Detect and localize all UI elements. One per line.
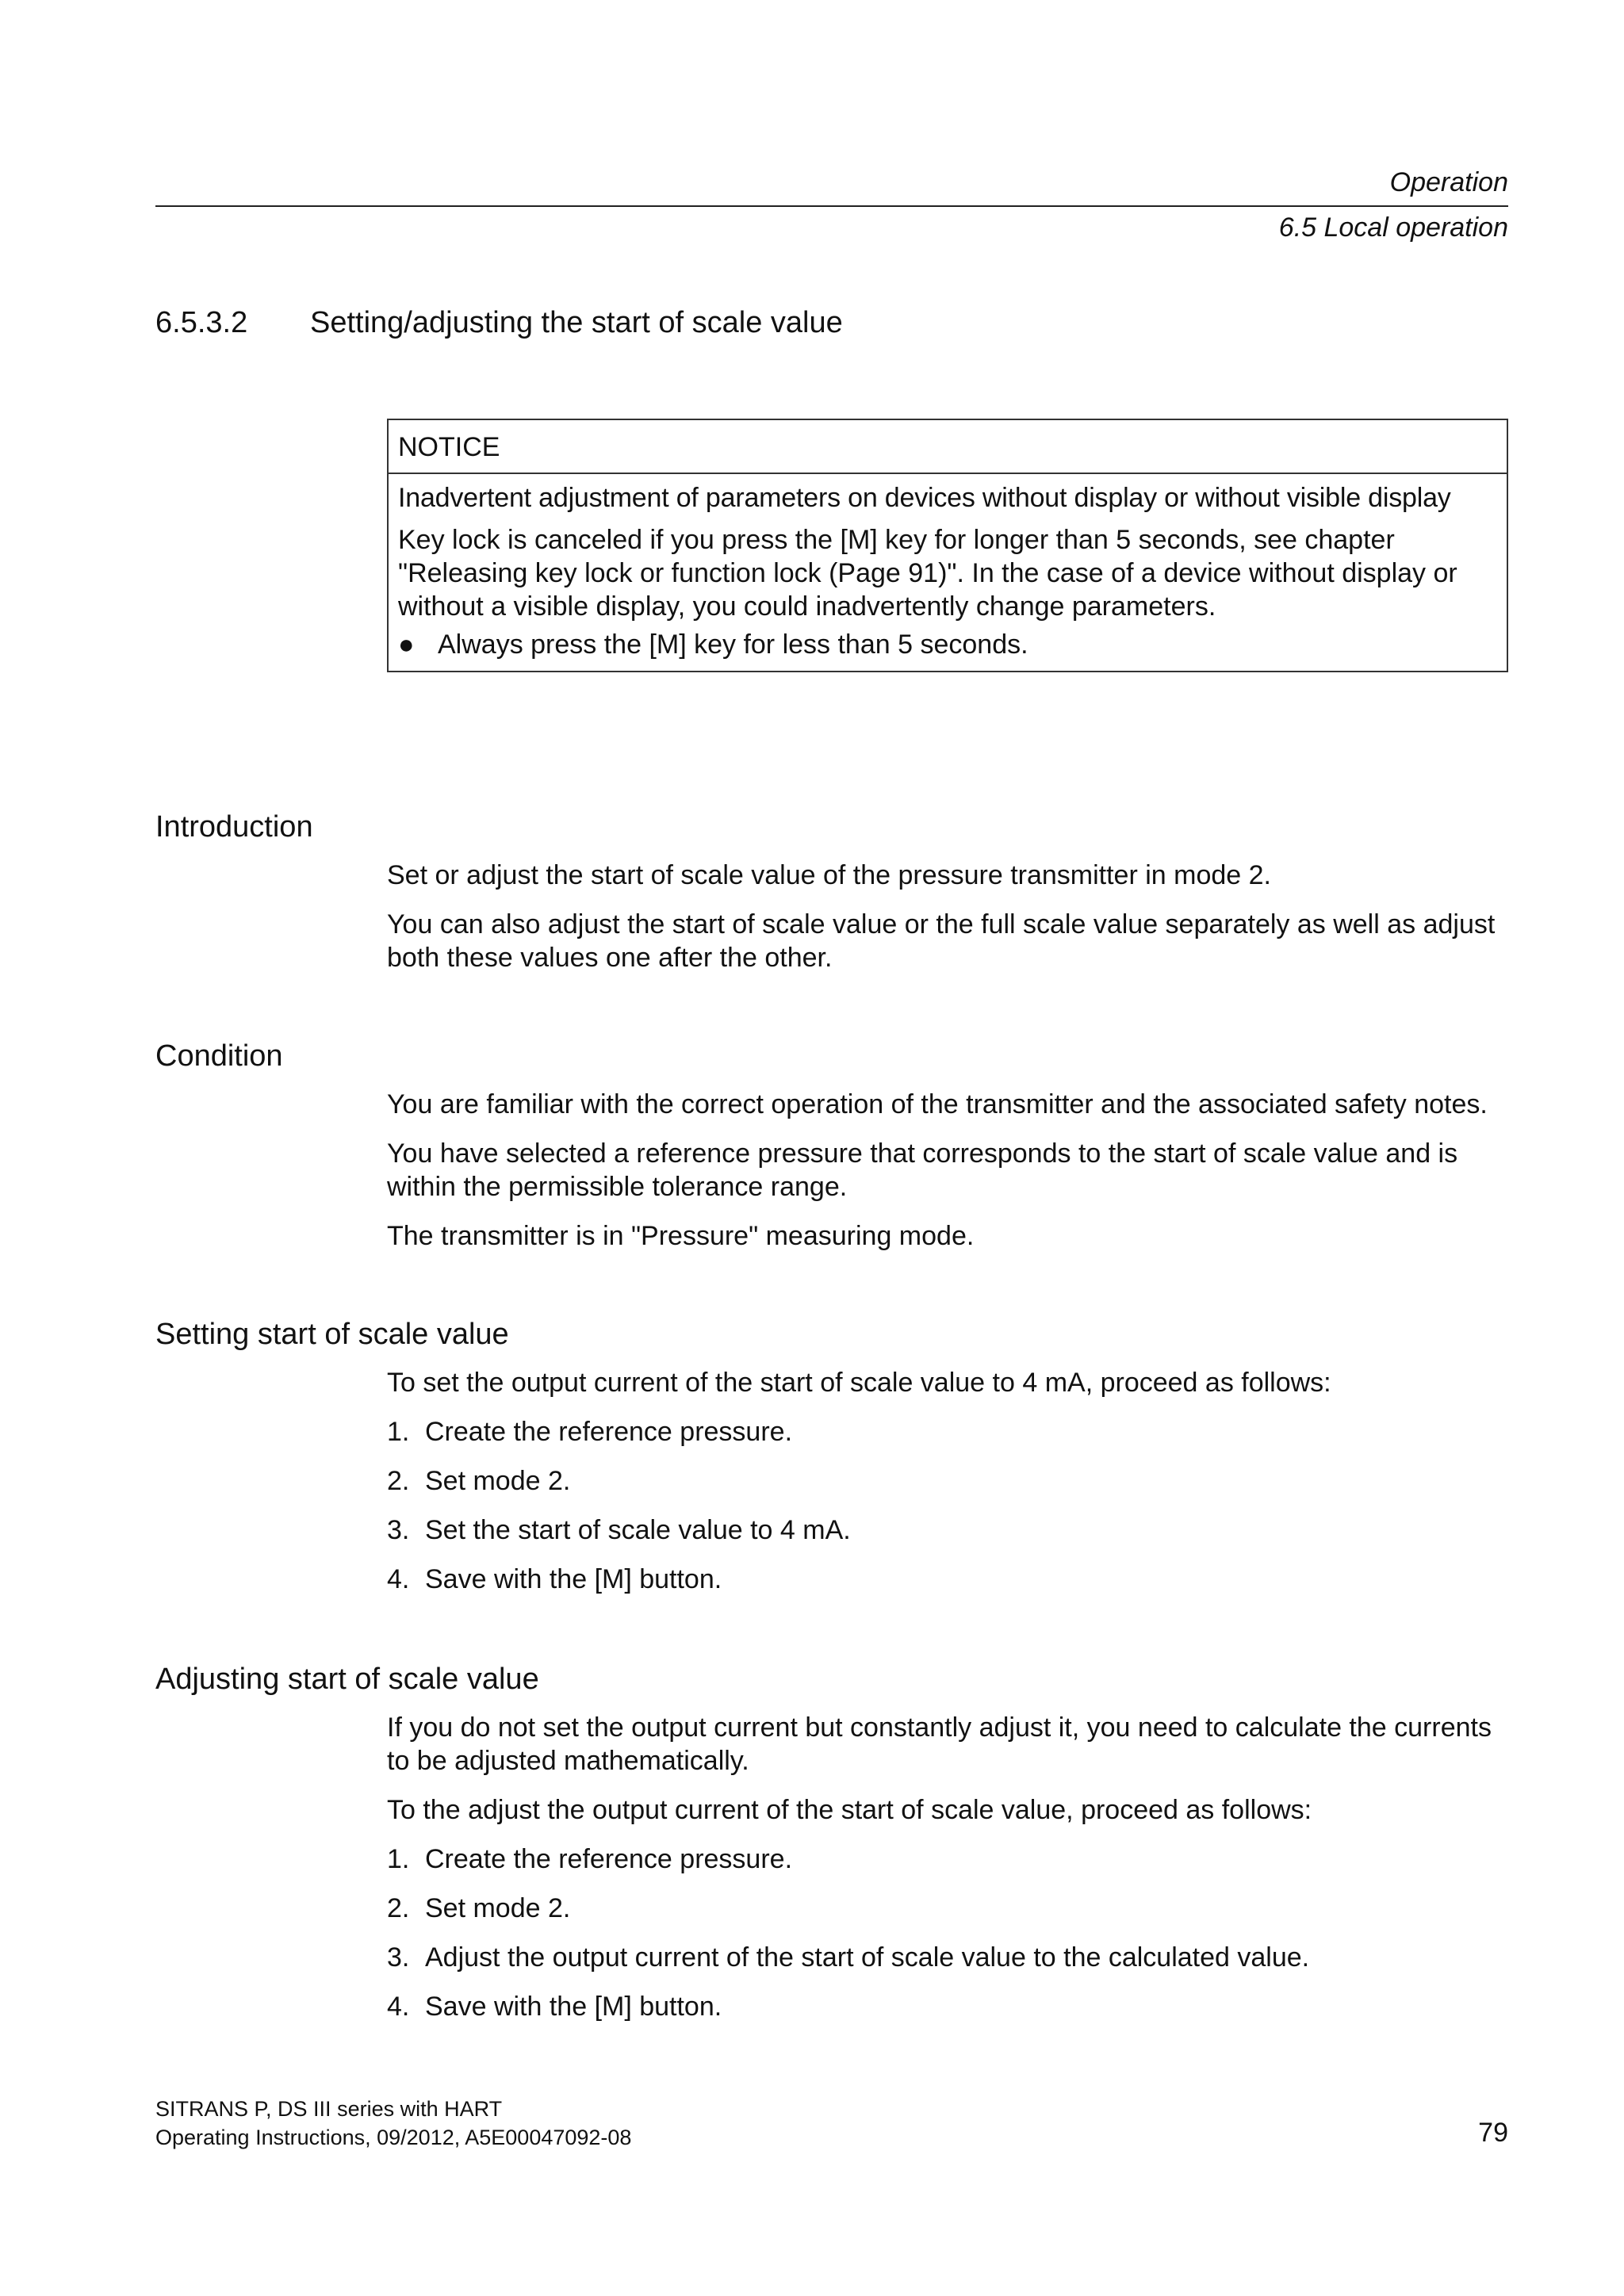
- step-number: 2.: [387, 1466, 410, 1496]
- section-number: 6.5.3.2: [155, 306, 248, 339]
- setting-intro: To set the output current of the start of scale value to 4 mA, proceed as follows:: [387, 1368, 1331, 1398]
- adjusting-paragraph-1: If you do not set the output current but constantly adjust it, you need to calculate the currents to be adjusted mathematically.: [387, 1712, 1492, 1776]
- adjusting-step: [387, 1990, 1513, 2023]
- bullet-icon: ●: [398, 629, 415, 660]
- notice-body: Key lock is canceled if you press the [M] key for longer than 5 seconds, see chapter "Releasing key lock or function lock (Page 91)". In the case of a device without display or without a visible display, you could inadvertently change parameters.: [398, 525, 1457, 622]
- step-text: Create the reference pressure.: [425, 1417, 793, 1447]
- step-number: 4.: [387, 1992, 410, 2022]
- running-header-chapter: Operation: [1389, 167, 1508, 197]
- step-number: 4.: [387, 1564, 410, 1594]
- page-number: 79: [1478, 2118, 1508, 2148]
- adjusting-step: [387, 1941, 1513, 1974]
- notice-label: NOTICE: [389, 420, 1507, 474]
- setting-step: [387, 1563, 1513, 1596]
- adjusting-heading: Adjusting start of scale value: [155, 1663, 539, 1696]
- introduction-heading: Introduction: [155, 810, 313, 844]
- step-number: 1.: [387, 1844, 410, 1874]
- step-text: Save with the [M] button.: [425, 1992, 722, 2022]
- setting-step: [387, 1513, 1513, 1547]
- step-text: Set the start of scale value to 4 mA.: [425, 1515, 851, 1545]
- running-header-section: 6.5 Local operation: [1278, 212, 1508, 243]
- step-number: 3.: [387, 1942, 410, 1973]
- step-text: Save with the [M] button.: [425, 1564, 722, 1594]
- step-number: 1.: [387, 1417, 410, 1447]
- step-text: Create the reference pressure.: [425, 1844, 793, 1874]
- setting-step: [387, 1464, 1513, 1498]
- adjusting-step: [387, 1843, 1513, 1876]
- condition-paragraph-2: You have selected a reference pressure that corresponds to the start of scale value and is within the permissible tolerance range.: [387, 1138, 1458, 1202]
- setting-step: [387, 1415, 1513, 1448]
- adjusting-step: [387, 1892, 1513, 1925]
- footer-document: Operating Instructions, 09/2012, A5E00047092-08: [155, 2126, 632, 2149]
- condition-heading: Condition: [155, 1039, 283, 1073]
- introduction-paragraph-2: You can also adjust the start of scale value or the full scale value separately as well as adjust both these values one after the other.: [387, 909, 1496, 973]
- notice-box: [387, 419, 1508, 672]
- notice-bullet-item: [389, 623, 1507, 671]
- footer-product: SITRANS P, DS III series with HART: [155, 2097, 503, 2121]
- header-rule: [155, 205, 1508, 207]
- adjusting-intro: To the adjust the output current of the start of scale value, proceed as follows:: [387, 1795, 1312, 1825]
- notice-title: Inadvertent adjustment of parameters on devices without display or without visible display: [398, 483, 1451, 513]
- step-number: 3.: [387, 1515, 410, 1545]
- notice-bullet-text: Always press the [M] key for less than 5 seconds.: [438, 629, 1028, 660]
- section-title: Setting/adjusting the start of scale value: [310, 306, 843, 339]
- condition-paragraph-1: You are familiar with the correct operation of the transmitter and the associated safety notes.: [387, 1089, 1488, 1119]
- introduction-paragraph-1: Set or adjust the start of scale value of the pressure transmitter in mode 2.: [387, 860, 1271, 890]
- setting-heading: Setting start of scale value: [155, 1318, 509, 1351]
- step-text: Set mode 2.: [425, 1466, 571, 1496]
- step-text: Adjust the output current of the start of scale value to the calculated value.: [425, 1942, 1310, 1973]
- condition-paragraph-3: The transmitter is in "Pressure" measuring mode.: [387, 1221, 975, 1251]
- step-number: 2.: [387, 1893, 410, 1923]
- step-text: Set mode 2.: [425, 1893, 571, 1923]
